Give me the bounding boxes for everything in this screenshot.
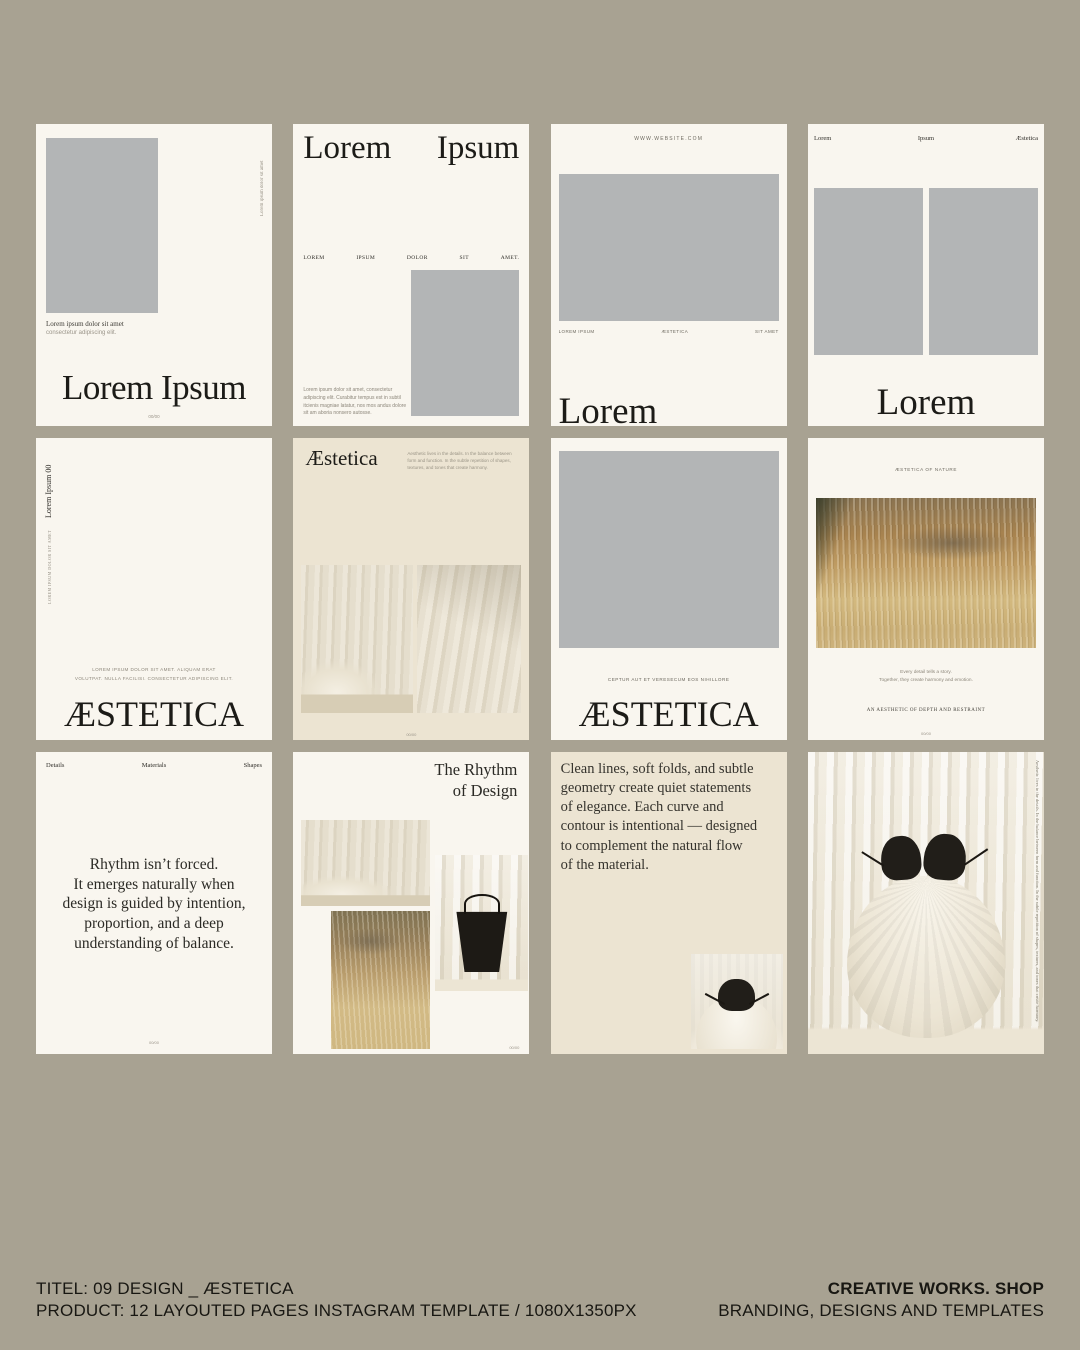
title-word: Ipsum xyxy=(436,130,520,166)
page-title: Lorem xyxy=(876,382,976,423)
page-04 xyxy=(808,124,1044,426)
drapery-photo xyxy=(301,820,430,906)
page-title: Lorem Ipsum xyxy=(61,368,247,407)
caps-row xyxy=(303,255,519,261)
caps-item: IPSUM xyxy=(356,255,376,261)
image-placeholder xyxy=(559,451,779,648)
body-paragraph: Lorem ipsum dolor sit amet, consectetur adipiscing elit. Curabitur tempus est in subtil itcienis magniae latatur, nos mos andus dolore sit am aboria nonsero autosse. xyxy=(303,387,407,417)
page-title: ÆSTETICA xyxy=(64,694,244,734)
page-title: ÆSTETICA xyxy=(578,694,759,734)
image-placeholder xyxy=(929,188,1038,355)
meta-item: ÆSTETICA xyxy=(661,329,689,334)
page-title xyxy=(434,760,517,801)
footer-product-line: PRODUCT: 12 LAYOUTED PAGES INSTAGRAM TEMPLATE / 1080X1350PX xyxy=(36,1301,637,1320)
header-item: Æstetica xyxy=(1015,135,1038,142)
pouch-bag-photo xyxy=(691,954,783,1049)
page-07 xyxy=(551,438,787,740)
caps-item: SIT xyxy=(459,255,469,261)
paragraph-line: of elegance. Each curve and xyxy=(560,799,724,816)
bucket-bag-photo xyxy=(435,855,528,991)
pouch-bag xyxy=(879,835,922,882)
page-number: 00/00 xyxy=(148,414,160,419)
vertical-title: Lorem Ipsum 00 xyxy=(44,464,53,518)
paragraph-line: Clean lines, soft folds, and subtle xyxy=(560,761,754,777)
fabric-ball xyxy=(847,876,1005,1038)
website-url: WWW.WEBSITE.COM xyxy=(634,136,704,142)
paragraph-line: contour is intentional — designed xyxy=(560,818,758,835)
grass-field-photo xyxy=(331,911,430,1049)
footer-product-info xyxy=(36,1278,637,1322)
quote-line: understanding of balance. xyxy=(74,934,234,952)
pouch-bag xyxy=(718,979,755,1011)
template-pages-grid xyxy=(36,124,1044,1054)
drapery-photo xyxy=(417,565,521,713)
quote-line: proportion, and a deep xyxy=(84,915,224,933)
image-placeholder xyxy=(814,188,923,355)
header-item: Materials xyxy=(141,762,167,769)
page-title-row xyxy=(303,130,519,167)
caps-line: LOREM IPSUM DOLOR SIT AMET. ALIQUAM ERAT xyxy=(92,667,216,672)
vertical-caption: Lorem ipsum dolor sit amet xyxy=(260,160,265,216)
caption: Lorem ipsum dolor sit amet xyxy=(46,320,124,328)
vertical-caption: Aesthetic lives in the details. In the balance between form and function. In the subtle repetition of shapes, textures, and tones that create harmony. xyxy=(1034,760,1040,1023)
body-line: Together, they create harmony and emotion. xyxy=(879,678,973,683)
vertical-caption: LOREM IPSUM DOLOR SIT AMET xyxy=(47,529,52,604)
kicker: ÆSTETICA OF NATURE xyxy=(894,467,957,472)
page-11 xyxy=(551,752,787,1054)
page-02 xyxy=(293,124,529,426)
page-title: Æstetica xyxy=(305,446,378,470)
caps-line: AN AESTHETIC OF DEPTH AND RESTRAINT xyxy=(866,708,986,713)
page-05 xyxy=(36,438,272,740)
footer-brand-info xyxy=(718,1278,1044,1322)
image-placeholder xyxy=(559,174,779,321)
caps-item: DOLOR xyxy=(406,255,428,261)
page-number: 00/00 xyxy=(148,1040,159,1045)
title-line: The Rhythm xyxy=(434,760,518,779)
page-title: Lorem xyxy=(558,391,658,426)
footer-shop-name: CREATIVE WORKS. SHOP xyxy=(827,1279,1044,1298)
page-09 xyxy=(36,752,272,1054)
footer-title-line: TITEL: 09 DESIGN _ ÆSTETICA xyxy=(36,1279,294,1298)
footer xyxy=(36,1278,1044,1322)
header-item: Lorem xyxy=(813,135,832,142)
header-item: Ipsum xyxy=(917,135,935,142)
quote-line: It emerges naturally when xyxy=(73,875,235,893)
page-08 xyxy=(808,438,1044,740)
caps-item: LOREM xyxy=(303,255,325,261)
quote-line: Rhythm isn’t forced. xyxy=(89,856,219,873)
meta-item: SIT AMET xyxy=(755,329,779,334)
header-item: Shapes xyxy=(243,762,262,769)
bucket-bag xyxy=(453,909,511,972)
footer-shop-tagline: BRANDING, DESIGNS AND TEMPLATES xyxy=(718,1301,1044,1320)
caps-line: CEPTUR AUT ET VERESECUM EOS NIHILLORE xyxy=(607,677,730,682)
intro-paragraph: Aesthetic lives in the details. In the balance between form and function. In the subtle repetition of shapes, textures, and tones that create harmony. xyxy=(407,451,512,470)
paragraph-line: of the material. xyxy=(560,856,649,873)
meta-row xyxy=(559,329,779,334)
page-number: 00/00 xyxy=(509,1045,520,1050)
page-06 xyxy=(293,438,529,740)
page-03 xyxy=(551,124,787,426)
image-placeholder xyxy=(411,270,519,416)
grass-field-photo xyxy=(816,498,1036,648)
body-line: Every detail tells a story. xyxy=(900,670,952,675)
pouch-bag xyxy=(922,832,968,881)
caption-sub: consectetur adipiscing elit. xyxy=(46,330,117,336)
page-01 xyxy=(36,124,272,426)
caps-line: VOLUTPAT. NULLA FACILISI. CONSECTETUR ADIPISCING ELIT. xyxy=(74,676,234,681)
drapery-photo xyxy=(301,565,413,713)
title-word: Lorem xyxy=(303,130,392,166)
quote-block xyxy=(40,855,268,953)
header-item: Details xyxy=(46,762,65,769)
body-paragraph xyxy=(561,760,758,875)
meta-item: LOREM IPSUM xyxy=(558,329,595,334)
page-number: 00/00 xyxy=(406,732,417,737)
paragraph-line: to complement the natural flow xyxy=(560,837,743,854)
page-10 xyxy=(293,752,529,1054)
page-12 xyxy=(808,752,1044,1054)
quote-line: design is guided by intention, xyxy=(62,895,246,913)
caps-item: AMET. xyxy=(500,255,520,261)
paragraph-line: geometry create quiet statements xyxy=(560,780,752,797)
image-placeholder xyxy=(46,138,158,313)
page-number: 00/00 xyxy=(920,731,931,736)
bag-handle xyxy=(464,894,499,914)
drawstring xyxy=(964,848,988,865)
title-line: of Design xyxy=(452,780,518,800)
